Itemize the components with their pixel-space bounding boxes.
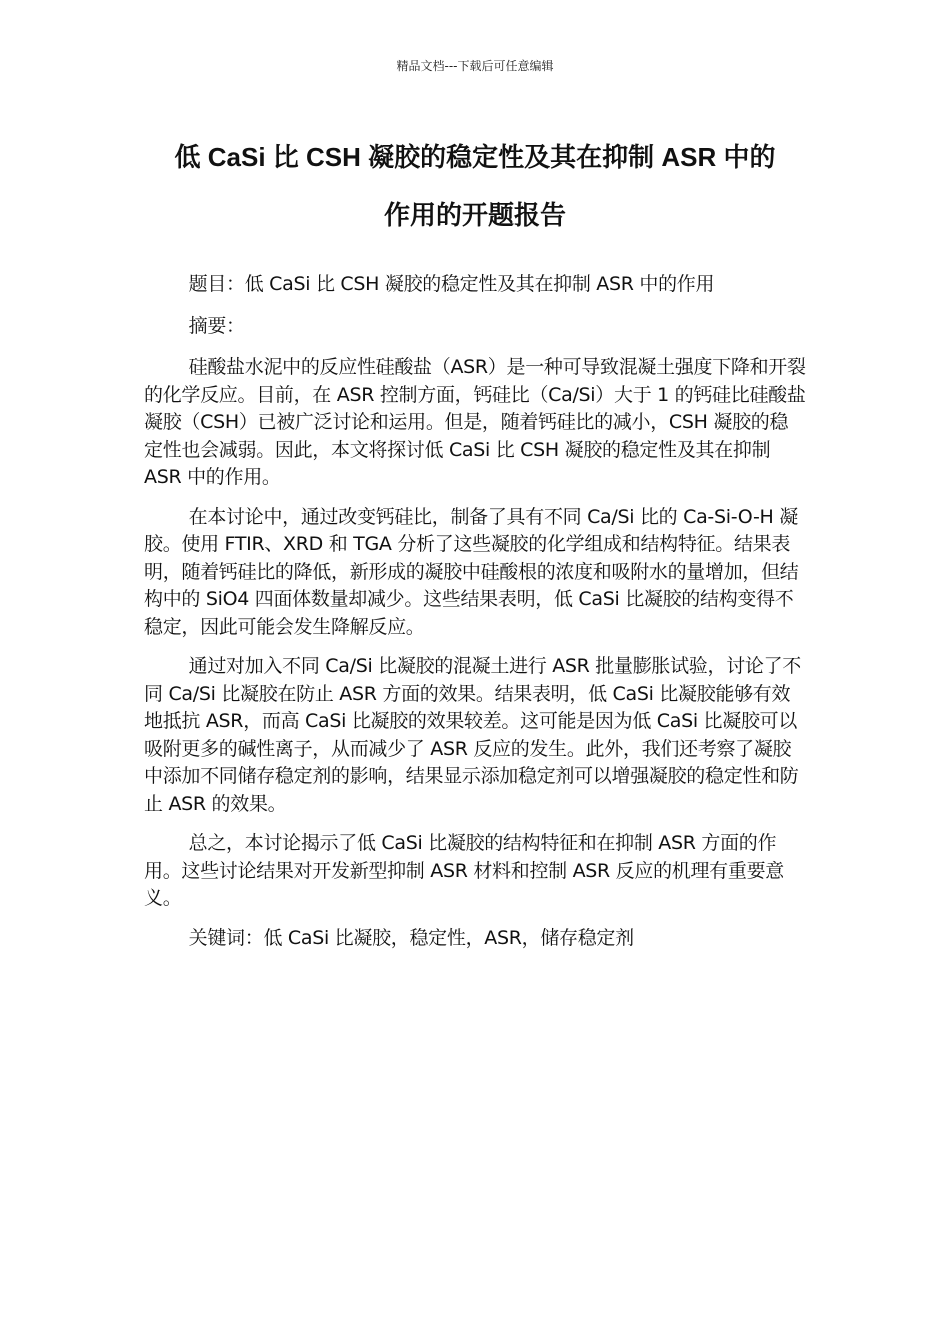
document-title	[100, 128, 850, 244]
document-title-line-1: 低 CaSi 比 CSH 凝胶的稳定性及其在抑制 ASR 中的	[174, 142, 776, 172]
abstract-label: 摘要：	[188, 314, 245, 337]
topic-line: 题目：低 CaSi 比 CSH 凝胶的稳定性及其在抑制 ASR 中的作用	[188, 273, 715, 295]
page-header-note: 精品文档---下载后可任意编辑	[396, 59, 554, 73]
abstract-paragraph-2: 在本讨论中，通过改变钙硅比，制备了具有不同 Ca/Si 比的 Ca-Si-O-H 凝胶。使用 FTIR、XRD 和 TGA 分析了这些凝胶的化学组成和结构特征。结果表明，随着钙硅比的降低，新形成的凝胶中硅酸根的浓度和吸附水的量增加，但结构中的 SiO4 四面体数量却减少。这些结果表明，低 CaSi 比凝胶的结构变得不稳定，因此可能会发生降解反应。	[144, 505, 799, 638]
document-body	[144, 271, 806, 964]
abstract-paragraph-4: 总之，本讨论揭示了低 CaSi 比凝胶的结构特征和在抑制 ASR 方面的作用。这些讨论结果对开发新型抑制 ASR 材料和控制 ASR 反应的机理有重要意义。	[144, 832, 784, 909]
abstract-paragraph-3: 通过对加入不同 Ca/Si 比凝胶的混凝土进行 ASR 批量膨胀试验，讨论了不同 Ca/Si 比凝胶在防止 ASR 方面的效果。结果表明，低 CaSi 比凝胶能够有效地抵抗 ASR，而高 CaSi 比凝胶的效果较差。这可能是因为低 CaSi 比凝胶可以吸附更多的碱性离子，从而减少了 ASR 反应的发生。此外，我们还考察了凝胶中添加不同储存稳定剂的影响，结果显示添加稳定剂可以增强凝胶的稳定性和防止 ASR 的效果。	[144, 655, 802, 815]
abstract-paragraph-1: 硅酸盐水泥中的反应性硅酸盐（ASR）是一种可导致混凝土强度下降和开裂的化学反应。目前，在 ASR 控制方面，钙硅比（Ca/Si）大于 1 的钙硅比硅酸盐凝胶（CSH）已被广泛讨论和运用。但是，随着钙硅比的减小，CSH 凝胶的稳定性也会减弱。因此，本文将探讨低 CaSi 比 CSH 凝胶的稳定性及其在抑制 ASR 中的作用。	[144, 356, 806, 488]
keywords-line: 关键词：低 CaSi 比凝胶，稳定性，ASR，储存稳定剂	[188, 926, 634, 949]
document-title-line-2: 作用的开题报告	[383, 200, 566, 230]
